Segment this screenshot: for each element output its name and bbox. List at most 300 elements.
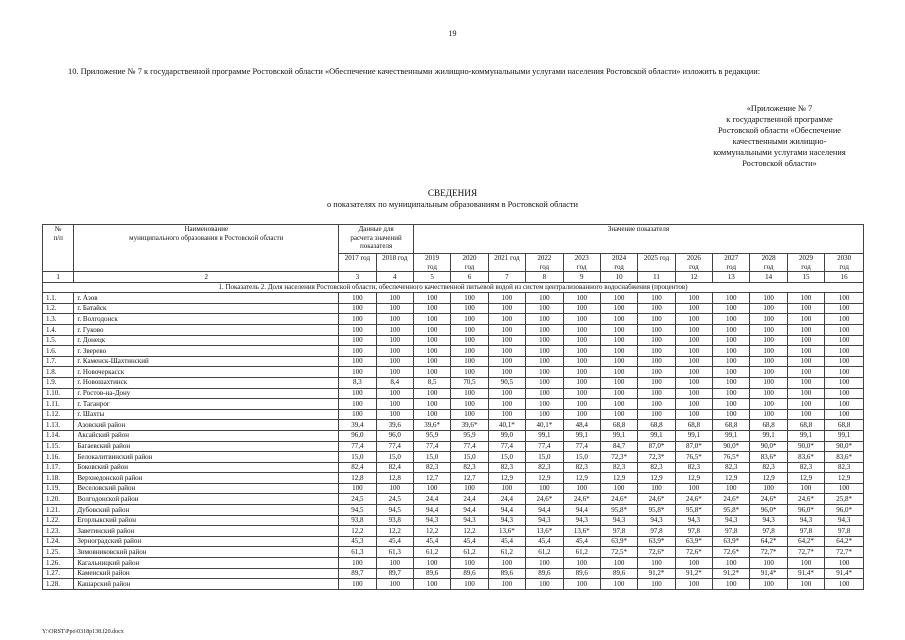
value-cell: 63,9*	[638, 536, 675, 547]
value-cell: 100	[750, 558, 787, 569]
value-cell: 99,1	[787, 430, 824, 441]
value-cell: 100	[526, 314, 563, 325]
value-cell: 89,6	[488, 568, 525, 579]
value-cell: 94,4	[413, 505, 450, 516]
value-cell: 72,7*	[825, 547, 864, 558]
value-cell: 72,7*	[787, 547, 824, 558]
column-number: 5	[413, 272, 450, 283]
value-cell: 100	[526, 388, 563, 399]
value-cell: 100	[563, 335, 600, 346]
value-cell: 96,0	[376, 430, 413, 441]
value-cell: 94,3	[563, 515, 600, 526]
value-cell: 100	[750, 303, 787, 314]
table-row	[43, 579, 864, 590]
table-row	[43, 377, 864, 388]
table-row	[43, 462, 864, 473]
value-cell: 82,3	[413, 462, 450, 473]
municipality-name: г. Новошахтинск	[74, 377, 339, 388]
value-cell: 100	[825, 558, 864, 569]
column-number: 14	[750, 272, 787, 283]
value-cell: 12,2	[376, 526, 413, 537]
value-cell: 100	[825, 335, 864, 346]
value-cell: 100	[787, 324, 824, 335]
value-cell: 12,9	[750, 473, 787, 484]
value-cell: 99,0	[488, 430, 525, 441]
value-cell: 94,4	[563, 505, 600, 516]
value-cell: 61,2	[451, 547, 488, 558]
value-cell: 100	[825, 579, 864, 590]
value-cell: 77,4	[526, 441, 563, 452]
value-cell: 12,7	[451, 473, 488, 484]
value-cell: 100	[451, 335, 488, 346]
value-cell: 100	[488, 409, 525, 420]
value-cell: 77,4	[339, 441, 376, 452]
section-row	[43, 282, 864, 293]
table-row	[43, 558, 864, 569]
municipality-name: Кагальницкий район	[74, 558, 339, 569]
value-cell: 91,4*	[787, 568, 824, 579]
value-cell: 99,1	[600, 430, 637, 441]
value-cell: 100	[600, 324, 637, 335]
value-cell: 24,4	[488, 494, 525, 505]
value-cell: 61,2	[526, 547, 563, 558]
value-cell: 45,4	[451, 536, 488, 547]
value-cell: 100	[825, 367, 864, 378]
value-cell: 100	[413, 579, 450, 590]
row-number: 1.18.	[43, 473, 74, 484]
value-cell: 90,0*	[713, 441, 750, 452]
value-cell: 15,0	[413, 452, 450, 463]
value-cell: 94,3	[825, 515, 864, 526]
row-number: 1.16.	[43, 452, 74, 463]
value-cell: 100	[638, 377, 675, 388]
value-cell: 100	[750, 377, 787, 388]
value-cell: 89,7	[376, 568, 413, 579]
value-cell: 100	[488, 314, 525, 325]
row-number: 1.14.	[43, 430, 74, 441]
value-cell: 24,6*	[638, 494, 675, 505]
municipality-name: Дубовский район	[74, 505, 339, 516]
value-cell: 100	[787, 346, 824, 357]
value-cell: 100	[413, 303, 450, 314]
value-cell: 76,5*	[675, 452, 712, 463]
value-cell: 100	[339, 293, 376, 304]
value-cell: 100	[451, 293, 488, 304]
value-cell: 12,8	[376, 473, 413, 484]
value-cell: 82,3	[750, 462, 787, 473]
municipality-name: г. Азов	[74, 293, 339, 304]
value-cell: 100	[713, 409, 750, 420]
table-row	[43, 473, 864, 484]
value-cell: 12,2	[451, 526, 488, 537]
row-number: 1.1.	[43, 293, 74, 304]
value-cell: 13,6*	[488, 526, 525, 537]
value-cell: 100	[787, 377, 824, 388]
table-row	[43, 367, 864, 378]
value-cell: 72,7*	[750, 547, 787, 558]
value-year-header: 2028 год	[750, 254, 787, 272]
value-cell: 100	[488, 324, 525, 335]
appendix-line: коммунальными услугами населения	[713, 148, 846, 157]
value-cell: 12,2	[413, 526, 450, 537]
value-cell: 100	[787, 303, 824, 314]
intro-text	[42, 66, 862, 77]
value-cell: 68,8	[787, 420, 824, 431]
value-cell: 15,0	[526, 452, 563, 463]
value-cell: 100	[750, 579, 787, 590]
column-number: 8	[526, 272, 563, 283]
table-row	[43, 547, 864, 558]
row-number: 1.15.	[43, 441, 74, 452]
value-cell: 100	[563, 346, 600, 357]
value-cell: 100	[675, 335, 712, 346]
value-cell: 24,6*	[787, 494, 824, 505]
value-cell: 12,7	[413, 473, 450, 484]
value-cell: 97,8	[713, 526, 750, 537]
value-cell: 100	[638, 335, 675, 346]
value-cell: 96,0*	[787, 505, 824, 516]
value-cell: 100	[787, 579, 824, 590]
value-cell: 82,3	[600, 462, 637, 473]
value-cell: 72,6*	[713, 547, 750, 558]
value-cell: 93,8	[339, 515, 376, 526]
value-cell: 45,4	[563, 536, 600, 547]
value-cell: 100	[339, 388, 376, 399]
value-cell: 100	[787, 367, 824, 378]
value-cell: 94,3	[413, 515, 450, 526]
row-number: 1.21.	[43, 505, 74, 516]
value-cell: 100	[413, 324, 450, 335]
table-row	[43, 420, 864, 431]
value-cell: 61,2	[413, 547, 450, 558]
municipality-name: Заветинский район	[74, 526, 339, 537]
value-cell: 100	[638, 356, 675, 367]
value-cell: 94,3	[713, 515, 750, 526]
value-cell: 94,3	[787, 515, 824, 526]
value-cell: 15,0	[339, 452, 376, 463]
value-cell: 97,8	[787, 526, 824, 537]
value-cell: 100	[825, 303, 864, 314]
value-cell: 100	[638, 346, 675, 357]
value-cell: 100	[413, 409, 450, 420]
value-year-header: 2020 год	[451, 254, 488, 272]
value-cell: 100	[526, 293, 563, 304]
value-cell: 61,2	[488, 547, 525, 558]
column-number: 11	[638, 272, 675, 283]
value-cell: 39,4	[339, 420, 376, 431]
value-cell: 94,3	[526, 515, 563, 526]
value-cell: 100	[713, 324, 750, 335]
value-cell: 77,4	[451, 441, 488, 452]
value-cell: 82,4	[339, 462, 376, 473]
value-cell: 24,6*	[526, 494, 563, 505]
value-cell: 100	[825, 483, 864, 494]
value-cell: 100	[488, 303, 525, 314]
municipality-name: г. Таганрог	[74, 399, 339, 410]
value-cell: 100	[787, 409, 824, 420]
row-number: 1.5.	[43, 335, 74, 346]
value-cell: 100	[488, 579, 525, 590]
table-row	[43, 430, 864, 441]
table-row	[43, 515, 864, 526]
value-cell: 100	[675, 314, 712, 325]
table-row	[43, 409, 864, 420]
value-cell: 61,3	[376, 547, 413, 558]
value-cell: 70,5	[451, 377, 488, 388]
value-cell: 100	[825, 399, 864, 410]
value-cell: 64,2*	[750, 536, 787, 547]
value-cell: 100	[451, 409, 488, 420]
value-cell: 100	[563, 579, 600, 590]
value-cell: 100	[376, 579, 413, 590]
value-cell: 100	[675, 399, 712, 410]
value-cell: 100	[563, 356, 600, 367]
value-cell: 76,5*	[713, 452, 750, 463]
value-cell: 100	[413, 558, 450, 569]
value-cell: 100	[750, 356, 787, 367]
value-cell: 100	[825, 409, 864, 420]
value-cell: 24,4	[413, 494, 450, 505]
table-row	[43, 346, 864, 357]
municipality-name: г. Донецк	[74, 335, 339, 346]
value-cell: 87,0*	[638, 441, 675, 452]
value-cell: 100	[563, 314, 600, 325]
value-cell: 91,2*	[713, 568, 750, 579]
column-number: 9	[563, 272, 600, 283]
value-cell: 12,9	[488, 473, 525, 484]
row-number: 1.10.	[43, 388, 74, 399]
value-cell: 100	[750, 367, 787, 378]
row-number: 1.7.	[43, 356, 74, 367]
header-base-data: Данные для расчета значений показателя	[339, 225, 414, 254]
value-cell: 24,6*	[600, 494, 637, 505]
value-cell: 99,1	[713, 430, 750, 441]
value-cell: 97,8	[750, 526, 787, 537]
value-cell: 100	[488, 367, 525, 378]
value-cell: 94,3	[488, 515, 525, 526]
value-cell: 100	[638, 303, 675, 314]
value-cell: 100	[526, 346, 563, 357]
table-row	[43, 536, 864, 547]
value-cell: 100	[600, 483, 637, 494]
value-cell: 100	[413, 483, 450, 494]
value-cell: 39,6*	[413, 420, 450, 431]
appendix-line: Ростовской области»	[742, 159, 817, 168]
value-cell: 24,6*	[675, 494, 712, 505]
value-cell: 100	[526, 335, 563, 346]
value-cell: 100	[675, 483, 712, 494]
value-cell: 8,5	[413, 377, 450, 388]
row-number: 1.20.	[43, 494, 74, 505]
value-cell: 100	[713, 314, 750, 325]
value-cell: 89,6	[563, 568, 600, 579]
value-cell: 99,1	[750, 430, 787, 441]
value-cell: 100	[563, 324, 600, 335]
value-cell: 100	[675, 367, 712, 378]
value-cell: 100	[638, 399, 675, 410]
value-cell: 100	[713, 399, 750, 410]
file-path-footer: Y:\ORST\Ppo\0318p138.f20.docx	[42, 629, 124, 635]
value-year-header: 2027 год	[713, 254, 750, 272]
value-cell: 82,3	[638, 462, 675, 473]
value-cell: 100	[600, 579, 637, 590]
value-cell: 100	[750, 346, 787, 357]
value-cell: 82,3	[713, 462, 750, 473]
value-cell: 100	[600, 335, 637, 346]
value-cell: 100	[638, 314, 675, 325]
value-cell: 100	[413, 367, 450, 378]
value-cell: 99,1	[563, 430, 600, 441]
value-cell: 99,1	[825, 430, 864, 441]
value-cell: 100	[600, 303, 637, 314]
value-cell: 100	[713, 483, 750, 494]
column-number: 15	[787, 272, 824, 283]
value-cell: 72,6*	[675, 547, 712, 558]
value-cell: 94,5	[376, 505, 413, 516]
value-cell: 100	[675, 558, 712, 569]
value-cell: 100	[787, 293, 824, 304]
table-row	[43, 505, 864, 516]
value-cell: 94,3	[451, 515, 488, 526]
value-cell: 100	[600, 293, 637, 304]
value-cell: 100	[787, 356, 824, 367]
value-cell: 100	[339, 324, 376, 335]
value-cell: 100	[787, 314, 824, 325]
value-cell: 72,5*	[600, 547, 637, 558]
value-cell: 13,6*	[563, 526, 600, 537]
value-cell: 100	[451, 367, 488, 378]
value-cell: 100	[413, 399, 450, 410]
value-cell: 87,0*	[675, 441, 712, 452]
value-cell: 100	[675, 377, 712, 388]
value-cell: 95,9	[451, 430, 488, 441]
value-cell: 100	[376, 367, 413, 378]
value-cell: 95,8*	[713, 505, 750, 516]
value-cell: 100	[376, 399, 413, 410]
value-cell: 100	[787, 335, 824, 346]
value-cell: 100	[713, 346, 750, 357]
municipality-name: Каменский район	[74, 568, 339, 579]
value-cell: 100	[339, 346, 376, 357]
row-number: 1.11.	[43, 399, 74, 410]
municipality-name: г. Батайск	[74, 303, 339, 314]
row-number: 1.13.	[43, 420, 74, 431]
row-number: 1.3.	[43, 314, 74, 325]
value-cell: 100	[339, 558, 376, 569]
value-cell: 100	[339, 335, 376, 346]
value-cell: 90,0*	[787, 441, 824, 452]
value-cell: 24,4	[451, 494, 488, 505]
value-cell: 100	[563, 377, 600, 388]
column-number-row	[43, 272, 864, 283]
row-number: 1.28.	[43, 579, 74, 590]
value-year-header: 2019 год	[413, 254, 450, 272]
value-cell: 100	[451, 399, 488, 410]
value-cell: 100	[526, 324, 563, 335]
value-cell: 91,4*	[750, 568, 787, 579]
value-cell: 100	[787, 399, 824, 410]
value-cell: 100	[600, 409, 637, 420]
value-cell: 100	[451, 346, 488, 357]
value-cell: 100	[787, 483, 824, 494]
value-cell: 100	[376, 335, 413, 346]
value-cell: 100	[339, 409, 376, 420]
value-cell: 89,6	[600, 568, 637, 579]
municipality-name: Боковский район	[74, 462, 339, 473]
municipality-name: Волгодонской район	[74, 494, 339, 505]
value-cell: 100	[638, 558, 675, 569]
value-cell: 100	[638, 388, 675, 399]
value-cell: 90,5	[488, 377, 525, 388]
row-number: 1.2.	[43, 303, 74, 314]
value-cell: 100	[675, 293, 712, 304]
value-cell: 100	[600, 346, 637, 357]
value-cell: 94,4	[488, 505, 525, 516]
value-cell: 94,3	[600, 515, 637, 526]
value-cell: 100	[638, 409, 675, 420]
value-cell: 100	[376, 324, 413, 335]
appendix-reference	[682, 103, 877, 169]
row-number: 1.8.	[43, 367, 74, 378]
value-cell: 77,4	[413, 441, 450, 452]
value-cell: 68,8	[638, 420, 675, 431]
column-number: 7	[488, 272, 525, 283]
value-cell: 100	[675, 303, 712, 314]
value-cell: 89,6	[451, 568, 488, 579]
municipality-name: Азовский район	[74, 420, 339, 431]
value-cell: 72,3*	[638, 452, 675, 463]
municipality-name: Багаевский район	[74, 441, 339, 452]
value-cell: 100	[825, 346, 864, 357]
appendix-line: Ростовской области «Обеспечение	[717, 126, 842, 135]
value-cell: 95,8*	[600, 505, 637, 516]
value-cell: 100	[526, 579, 563, 590]
value-cell: 100	[713, 293, 750, 304]
value-cell: 100	[339, 303, 376, 314]
value-cell: 100	[713, 367, 750, 378]
value-cell: 100	[600, 367, 637, 378]
value-cell: 100	[413, 335, 450, 346]
value-cell: 8,4	[376, 377, 413, 388]
value-cell: 82,4	[376, 462, 413, 473]
value-cell: 100	[339, 367, 376, 378]
value-cell: 94,3	[638, 515, 675, 526]
value-cell: 100	[376, 483, 413, 494]
value-cell: 72,6*	[638, 547, 675, 558]
value-cell: 45,4	[526, 536, 563, 547]
value-cell: 24,6*	[750, 494, 787, 505]
value-cell: 24,6*	[713, 494, 750, 505]
value-cell: 100	[713, 579, 750, 590]
value-cell: 100	[376, 388, 413, 399]
value-cell: 100	[488, 346, 525, 357]
value-cell: 100	[488, 483, 525, 494]
page-number: 19	[448, 29, 457, 38]
value-cell: 100	[713, 303, 750, 314]
value-year-header: 2024 год	[600, 254, 637, 272]
intro-paragraph: 10. Приложение № 7 к государственной программе Ростовской области «Обеспечение качественными жилищно-коммунальными услугами населения Ростовской области» изложить в редакции:	[68, 67, 761, 76]
value-cell: 82,3	[526, 462, 563, 473]
value-cell: 100	[563, 558, 600, 569]
value-cell: 90,0*	[825, 441, 864, 452]
value-cell: 100	[563, 303, 600, 314]
municipality-name: г. Каменск-Шахтинский	[74, 356, 339, 367]
value-cell: 94,3	[675, 515, 712, 526]
value-cell: 63,9*	[713, 536, 750, 547]
value-cell: 100	[675, 356, 712, 367]
appendix-line: «Приложение № 7	[746, 104, 813, 113]
value-cell: 100	[600, 558, 637, 569]
